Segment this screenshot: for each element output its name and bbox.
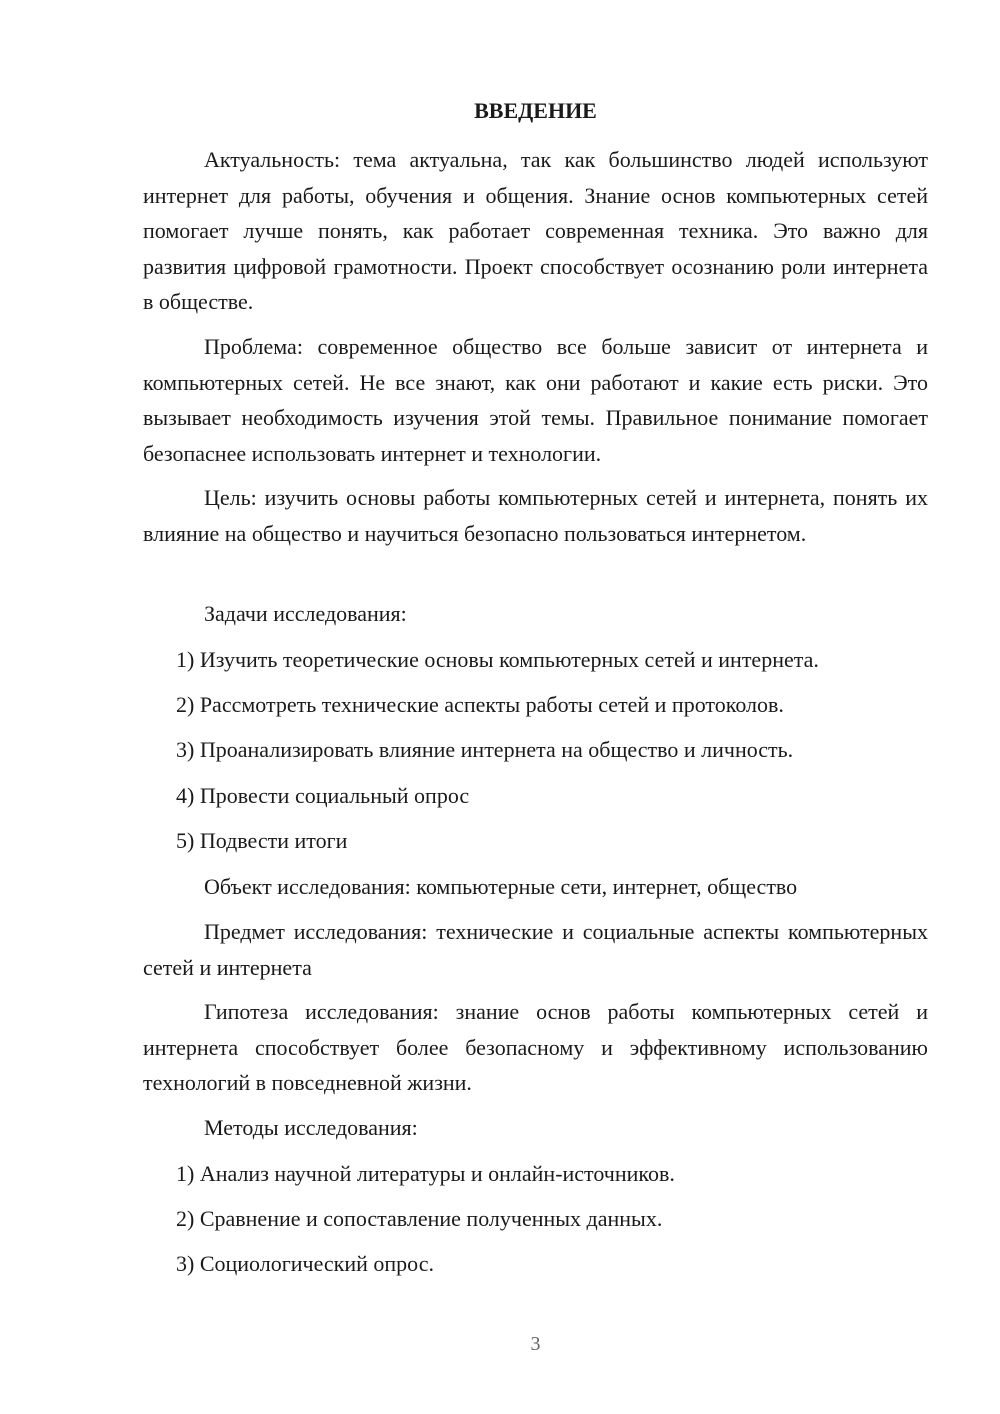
task-item-4: 4) Провести социальный опрос	[176, 783, 470, 808]
hypothesis-paragraph: Гипотеза исследования: знание основ работы компьютерных сетей и интернета способствует более безопасному и эффективному использованию технологий в повседневной жизни.	[143, 999, 928, 1095]
document-page	[143, 0, 928, 1414]
subject-paragraph: Предмет исследования: технические и социальные аспекты компьютерных сетей и интернета	[143, 919, 928, 980]
task-item-2: 2) Рассмотреть технические аспекты работы сетей и протоколов.	[176, 692, 784, 717]
methods-title: Методы исследования:	[204, 1115, 418, 1140]
method-item-3: 3) Социологический опрос.	[176, 1251, 434, 1276]
task-item-5: 5) Подвести итоги	[176, 828, 348, 853]
relevance-paragraph: Актуальность: тема актуальна, так как большинство людей используют интернет для работы, обучения и общения. Знание основ компьютерных сетей помогает лучше понять, как работает современная техника. Это важно для развития цифровой грамотности. Проект способствует осознанию роли интернета в обществе.	[143, 147, 928, 314]
page-number: 3	[530, 1333, 541, 1355]
method-item-1: 1) Анализ научной литературы и онлайн-источников.	[176, 1161, 675, 1186]
tasks-title: Задачи исследования:	[204, 601, 407, 626]
page-title: ВВЕДЕНИЕ	[474, 98, 597, 123]
object-paragraph: Объект исследования: компьютерные сети, интернет, общество	[204, 874, 798, 899]
method-item-2: 2) Сравнение и сопоставление полученных данных.	[176, 1206, 663, 1231]
task-item-3: 3) Проанализировать влияние интернета на общество и личность.	[176, 737, 794, 762]
goal-paragraph: Цель: изучить основы работы компьютерных сетей и интернета, понять их влияние на общество и научиться безопасно пользоваться интернетом.	[143, 485, 928, 546]
problem-paragraph: Проблема: современное общество все больше зависит от интернета и компьютерных сетей. Не все знают, как они работают и какие есть риски. Это вызывает необходимость изучения этой темы. Правильное понимание помогает безопаснее использовать интернет и технологии.	[143, 334, 928, 466]
task-item-1: 1) Изучить теоретические основы компьютерных сетей и интернета.	[176, 647, 819, 672]
